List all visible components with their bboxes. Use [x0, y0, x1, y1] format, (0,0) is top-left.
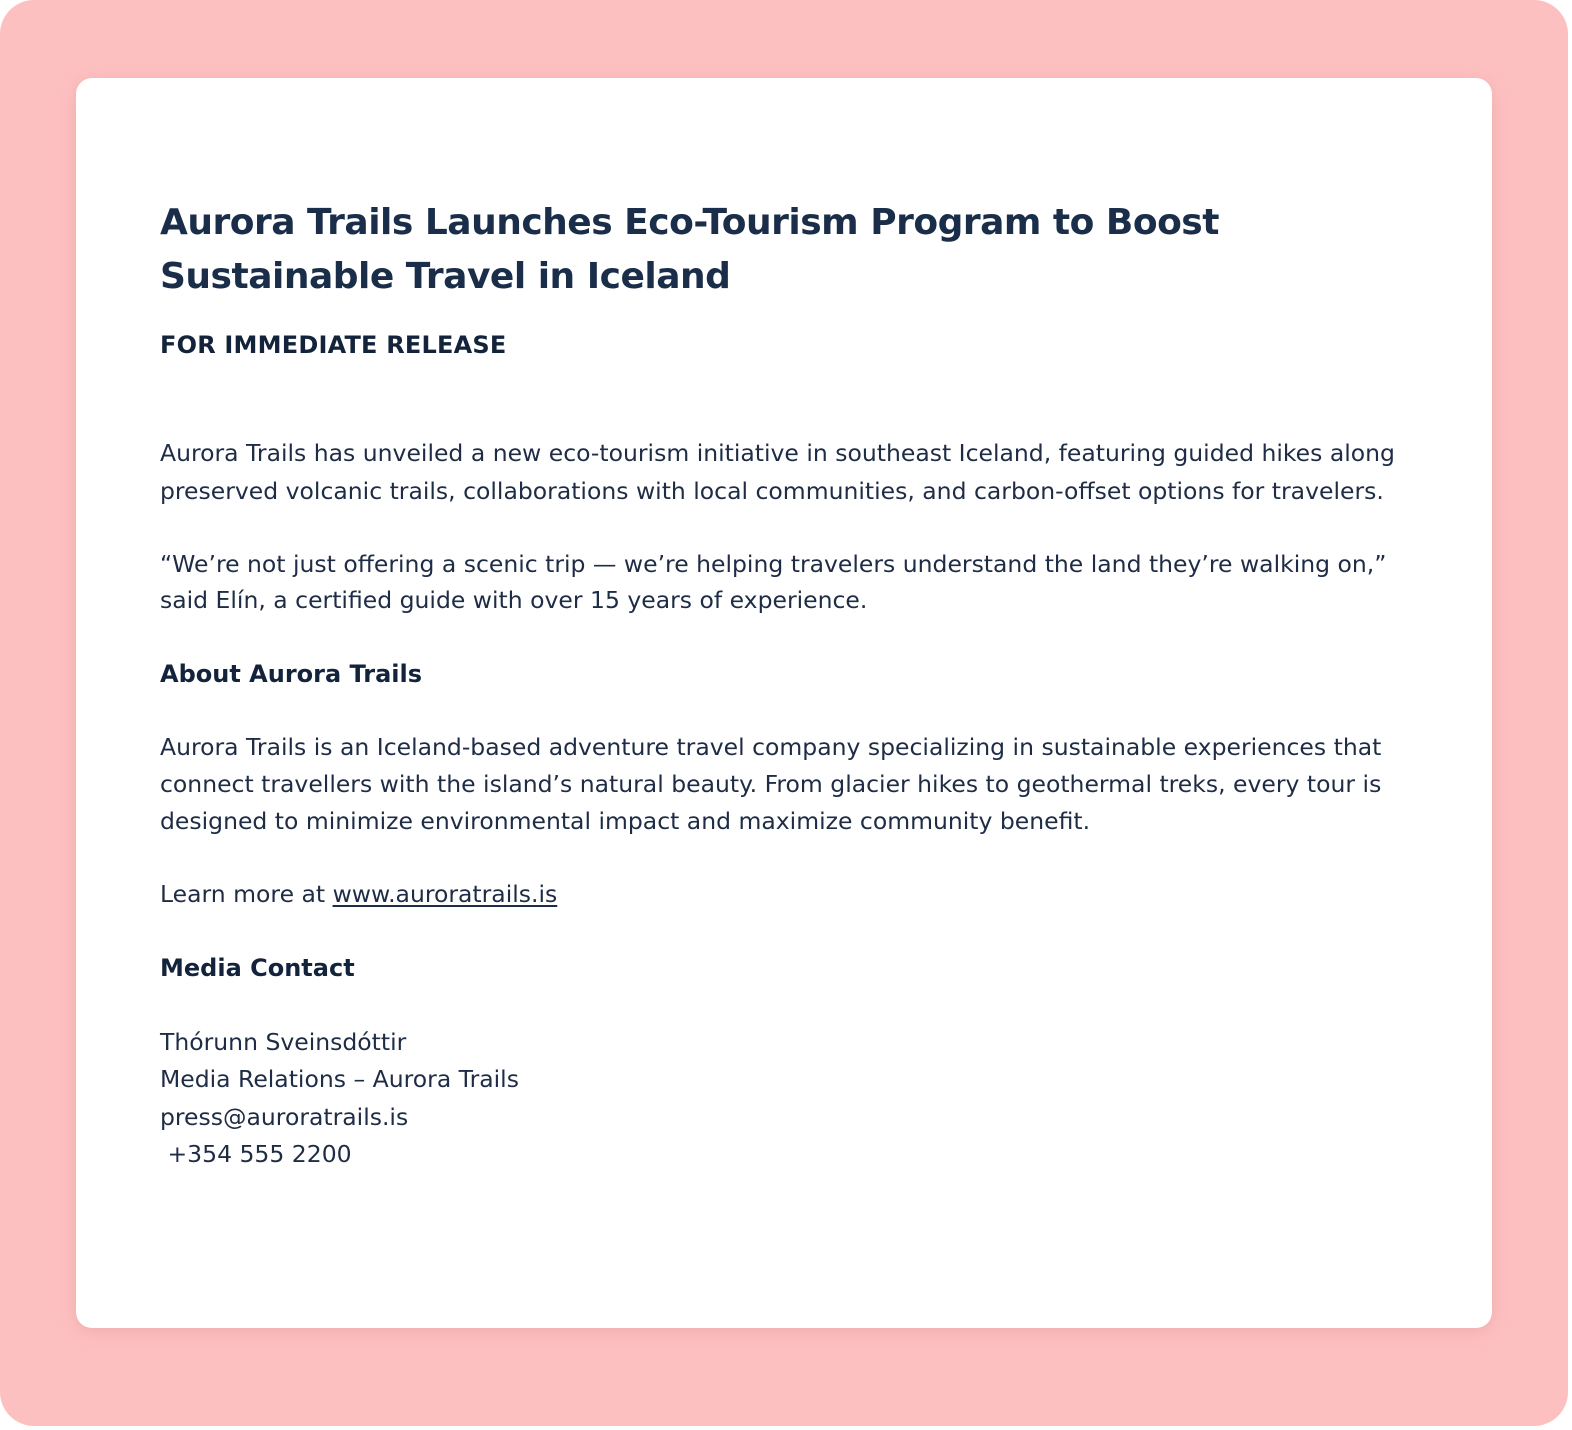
contact-role: Media Relations – Aurora Trails	[160, 1065, 519, 1093]
learn-more-line	[160, 876, 1408, 914]
website-link[interactable]: www.auroratrails.is	[332, 880, 558, 908]
contact-email: press@auroratrails.is	[160, 1102, 409, 1131]
contact-phone: +354 555 2200	[160, 1140, 352, 1168]
about-heading: About Aurora Trails	[160, 660, 423, 688]
about-paragraph: Aurora Trails is an Iceland-based adventure travel company specializing in sustainable experiences that connect travellers with the island’s natural beauty. From glacier hikes to geothermal treks, every tour is designed to minimize environmental impact and maximize community benefit.	[160, 733, 1382, 835]
quote-paragraph: “We’re not just offering a scenic trip — we’re helping travelers understand the land they’re walking on,” said Elín, a certified guide with over 15 years of experience.	[160, 550, 1387, 614]
media-contact-heading: Media Contact	[160, 953, 355, 982]
release-label: FOR IMMEDIATE RELEASE	[160, 331, 507, 359]
contact-name: Thórunn Sveinsdóttir	[160, 1027, 407, 1056]
press-release-card	[76, 78, 1492, 1328]
learn-more-prefix: Learn more at	[160, 880, 333, 908]
contact-block	[160, 1024, 1408, 1174]
headline: Aurora Trails Launches Eco-Tourism Program to Boost Sustainable Travel in Iceland	[160, 202, 1219, 297]
intro-paragraph: Aurora Trails has unveiled a new eco-tourism initiative in southeast Iceland, featuring guided hikes along preserved volcanic trails, collaborations with local communities, and carbon-offset options for travelers.	[160, 439, 1395, 505]
